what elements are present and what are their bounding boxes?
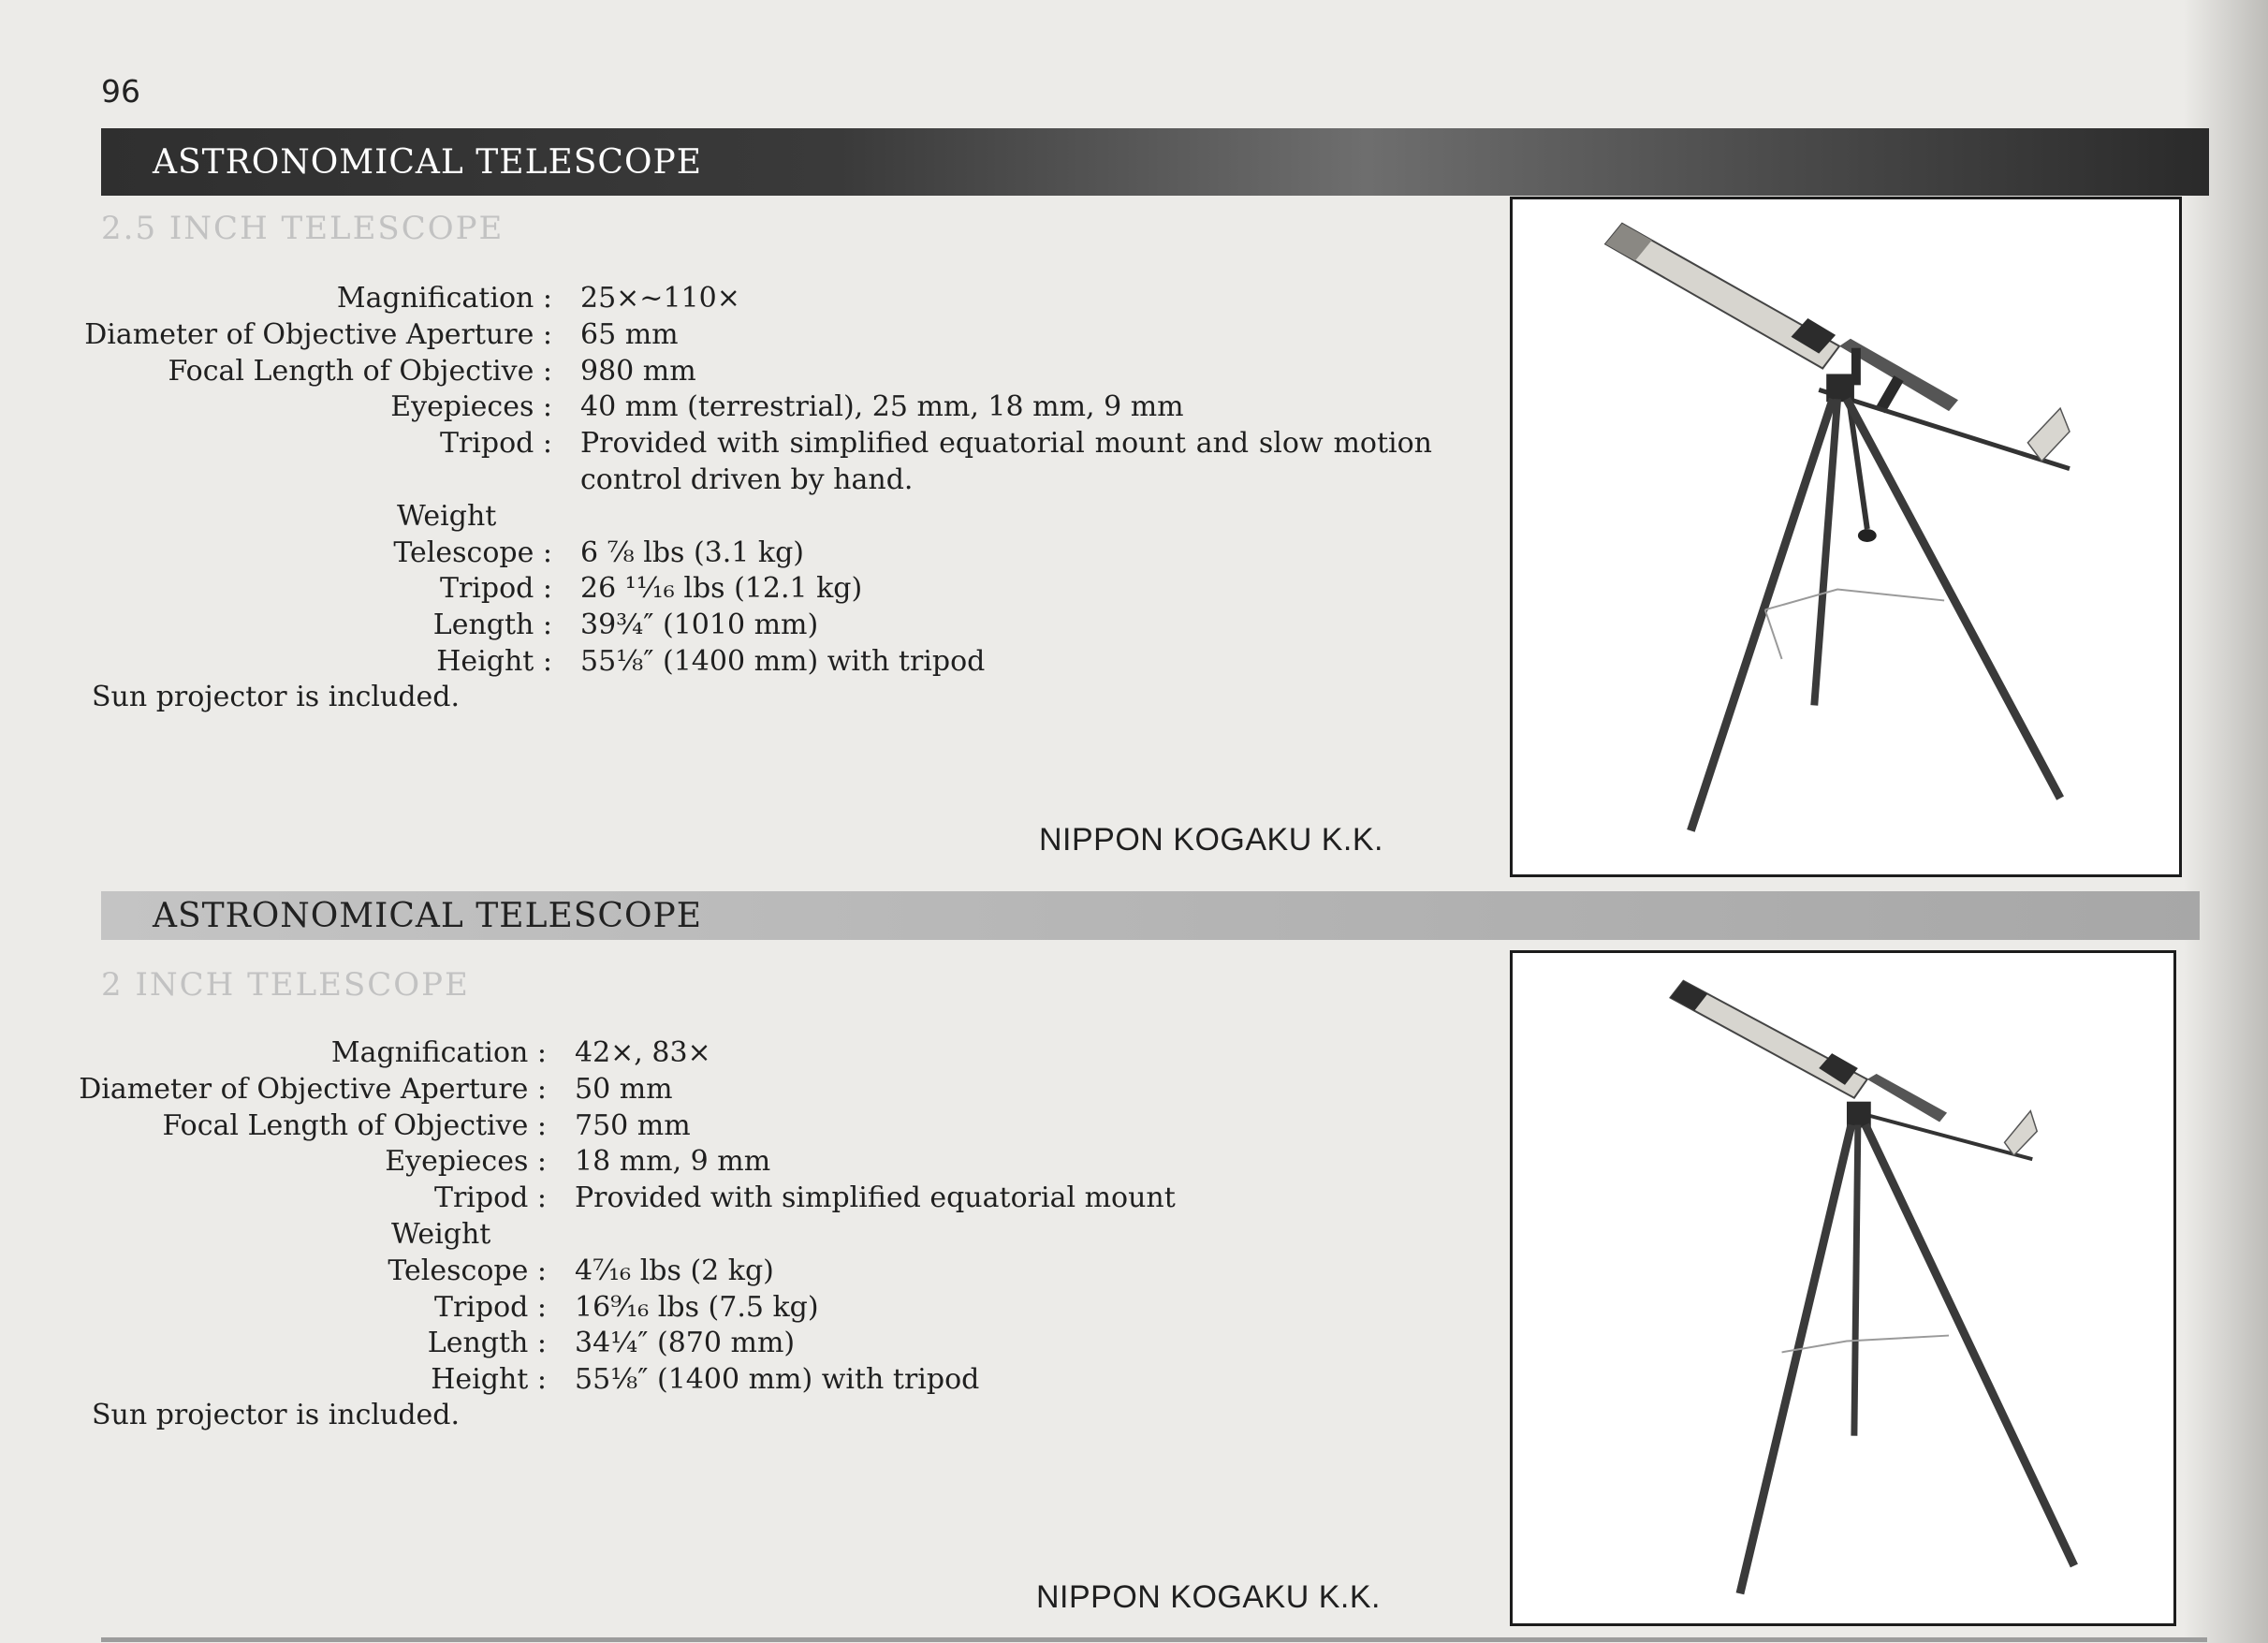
spec-label: Diameter of Objective Aperture : xyxy=(79,1072,547,1106)
spec-label: Eyepieces : xyxy=(385,1145,547,1179)
spec-label: Focal Length of Objective : xyxy=(162,1108,547,1142)
spec-label: Magnification : xyxy=(336,282,552,315)
spec-row-length xyxy=(0,608,1441,644)
spec-value: 42×, 83× xyxy=(575,1036,711,1069)
section-banner: ASTRONOMICAL TELESCOPE xyxy=(101,891,2200,940)
spec-row-height xyxy=(0,1362,1436,1399)
spec-value: 25×~110× xyxy=(580,282,740,315)
spec-value: 55⅛″ (1400 mm) with tripod xyxy=(580,644,986,678)
spec-row-weight-telescope xyxy=(0,535,1441,572)
section-banner: ASTRONOMICAL TELESCOPE xyxy=(101,128,2209,196)
spec-value: Provided with simplified equatorial mount and slow motion control driven by hand. xyxy=(580,427,1432,496)
section-subtitle: 2.5 INCH TELESCOPE xyxy=(101,210,505,247)
spec-label: Height : xyxy=(431,1363,547,1397)
spec-label: Tripod : xyxy=(433,1181,547,1215)
spec-label: Weight xyxy=(391,1217,491,1251)
tripod-legs-icon xyxy=(1740,1124,2074,1593)
spec-label: Tripod : xyxy=(439,427,552,461)
spec-row-weight-heading xyxy=(0,1217,1436,1254)
spec-row-eyepieces xyxy=(0,1144,1436,1181)
spec-note: Sun projector is included. xyxy=(92,681,461,713)
spec-value: 39¾″ (1010 mm) xyxy=(580,609,819,642)
spec-value: 6 ⅞ lbs (3.1 kg) xyxy=(580,535,805,569)
section-subtitle: 2 INCH TELESCOPE xyxy=(101,966,470,1004)
spec-row-weight-tripod xyxy=(0,1290,1436,1327)
maker-name: NIPPON KOGAKU K.K. xyxy=(1039,822,1383,858)
spec-value: 26 ¹¹⁄₁₆ lbs (12.1 kg) xyxy=(580,572,863,606)
telescope-tube-icon xyxy=(1671,981,1947,1122)
spec-value: 750 mm xyxy=(575,1108,691,1142)
spec-row-weight-telescope xyxy=(0,1254,1436,1290)
spec-row-weight-tripod xyxy=(0,571,1441,608)
telescope-tube-icon xyxy=(1605,224,1958,414)
spec-value: 34¼″ (870 mm) xyxy=(575,1327,796,1360)
spec-row-magnification xyxy=(0,1035,1436,1072)
spec-value: 18 mm, 9 mm xyxy=(575,1145,771,1179)
tripod-legs-icon xyxy=(1690,399,2060,830)
spec-label: Eyepieces : xyxy=(390,390,552,424)
spec-label: Length : xyxy=(432,609,552,642)
spec-label: Focal Length of Objective : xyxy=(168,354,552,388)
page-edge-shadow xyxy=(2184,0,2268,1643)
spec-label: Tripod : xyxy=(439,572,552,606)
spec-label: Tripod : xyxy=(433,1290,547,1324)
spec-row-height xyxy=(0,644,1441,681)
spec-row-weight-heading xyxy=(0,499,1441,535)
spec-row-eyepieces xyxy=(0,389,1441,426)
page-number: 96 xyxy=(101,73,140,110)
spec-row-length xyxy=(0,1326,1436,1362)
spec-note: Sun projector is included. xyxy=(92,1399,461,1431)
telescope-on-tripod-icon xyxy=(1513,199,2179,874)
spec-list xyxy=(0,1035,1436,1399)
spec-row-aperture xyxy=(0,317,1441,354)
spec-list xyxy=(0,281,1441,681)
spec-label: Telescope : xyxy=(388,1254,547,1287)
spec-value: Provided with simplified equatorial mount xyxy=(575,1181,1176,1215)
spec-label: Diameter of Objective Aperture : xyxy=(84,317,552,351)
bottom-rule xyxy=(101,1637,2207,1642)
spec-value: 16⁹⁄₁₆ lbs (7.5 kg) xyxy=(575,1290,819,1324)
spec-label: Magnification : xyxy=(330,1036,547,1069)
spec-value: 65 mm xyxy=(580,317,679,351)
spec-value: 40 mm (terrestrial), 25 mm, 18 mm, 9 mm xyxy=(580,390,1184,424)
spec-value: 50 mm xyxy=(575,1072,673,1106)
telescope-photo xyxy=(1510,197,2182,877)
spec-row-aperture xyxy=(0,1072,1436,1108)
spec-value: 55⅛″ (1400 mm) with tripod xyxy=(575,1363,980,1397)
spec-value: 4⁷⁄₁₆ lbs (2 kg) xyxy=(575,1254,774,1287)
spec-row-magnification xyxy=(0,281,1441,317)
spec-value: 980 mm xyxy=(580,354,696,388)
spec-label: Telescope : xyxy=(393,535,552,569)
spec-row-tripod xyxy=(0,1181,1436,1217)
telescope-on-tripod-icon xyxy=(1513,953,2173,1623)
spec-label: Height : xyxy=(436,644,552,678)
telescope-photo xyxy=(1510,950,2176,1626)
spec-label: Length : xyxy=(427,1327,547,1360)
spec-label: Weight xyxy=(397,499,497,533)
spec-row-tripod xyxy=(0,426,1441,499)
spec-row-focal-length xyxy=(0,1108,1436,1145)
spec-row-focal-length xyxy=(0,354,1441,390)
maker-name: NIPPON KOGAKU K.K. xyxy=(1036,1579,1381,1615)
